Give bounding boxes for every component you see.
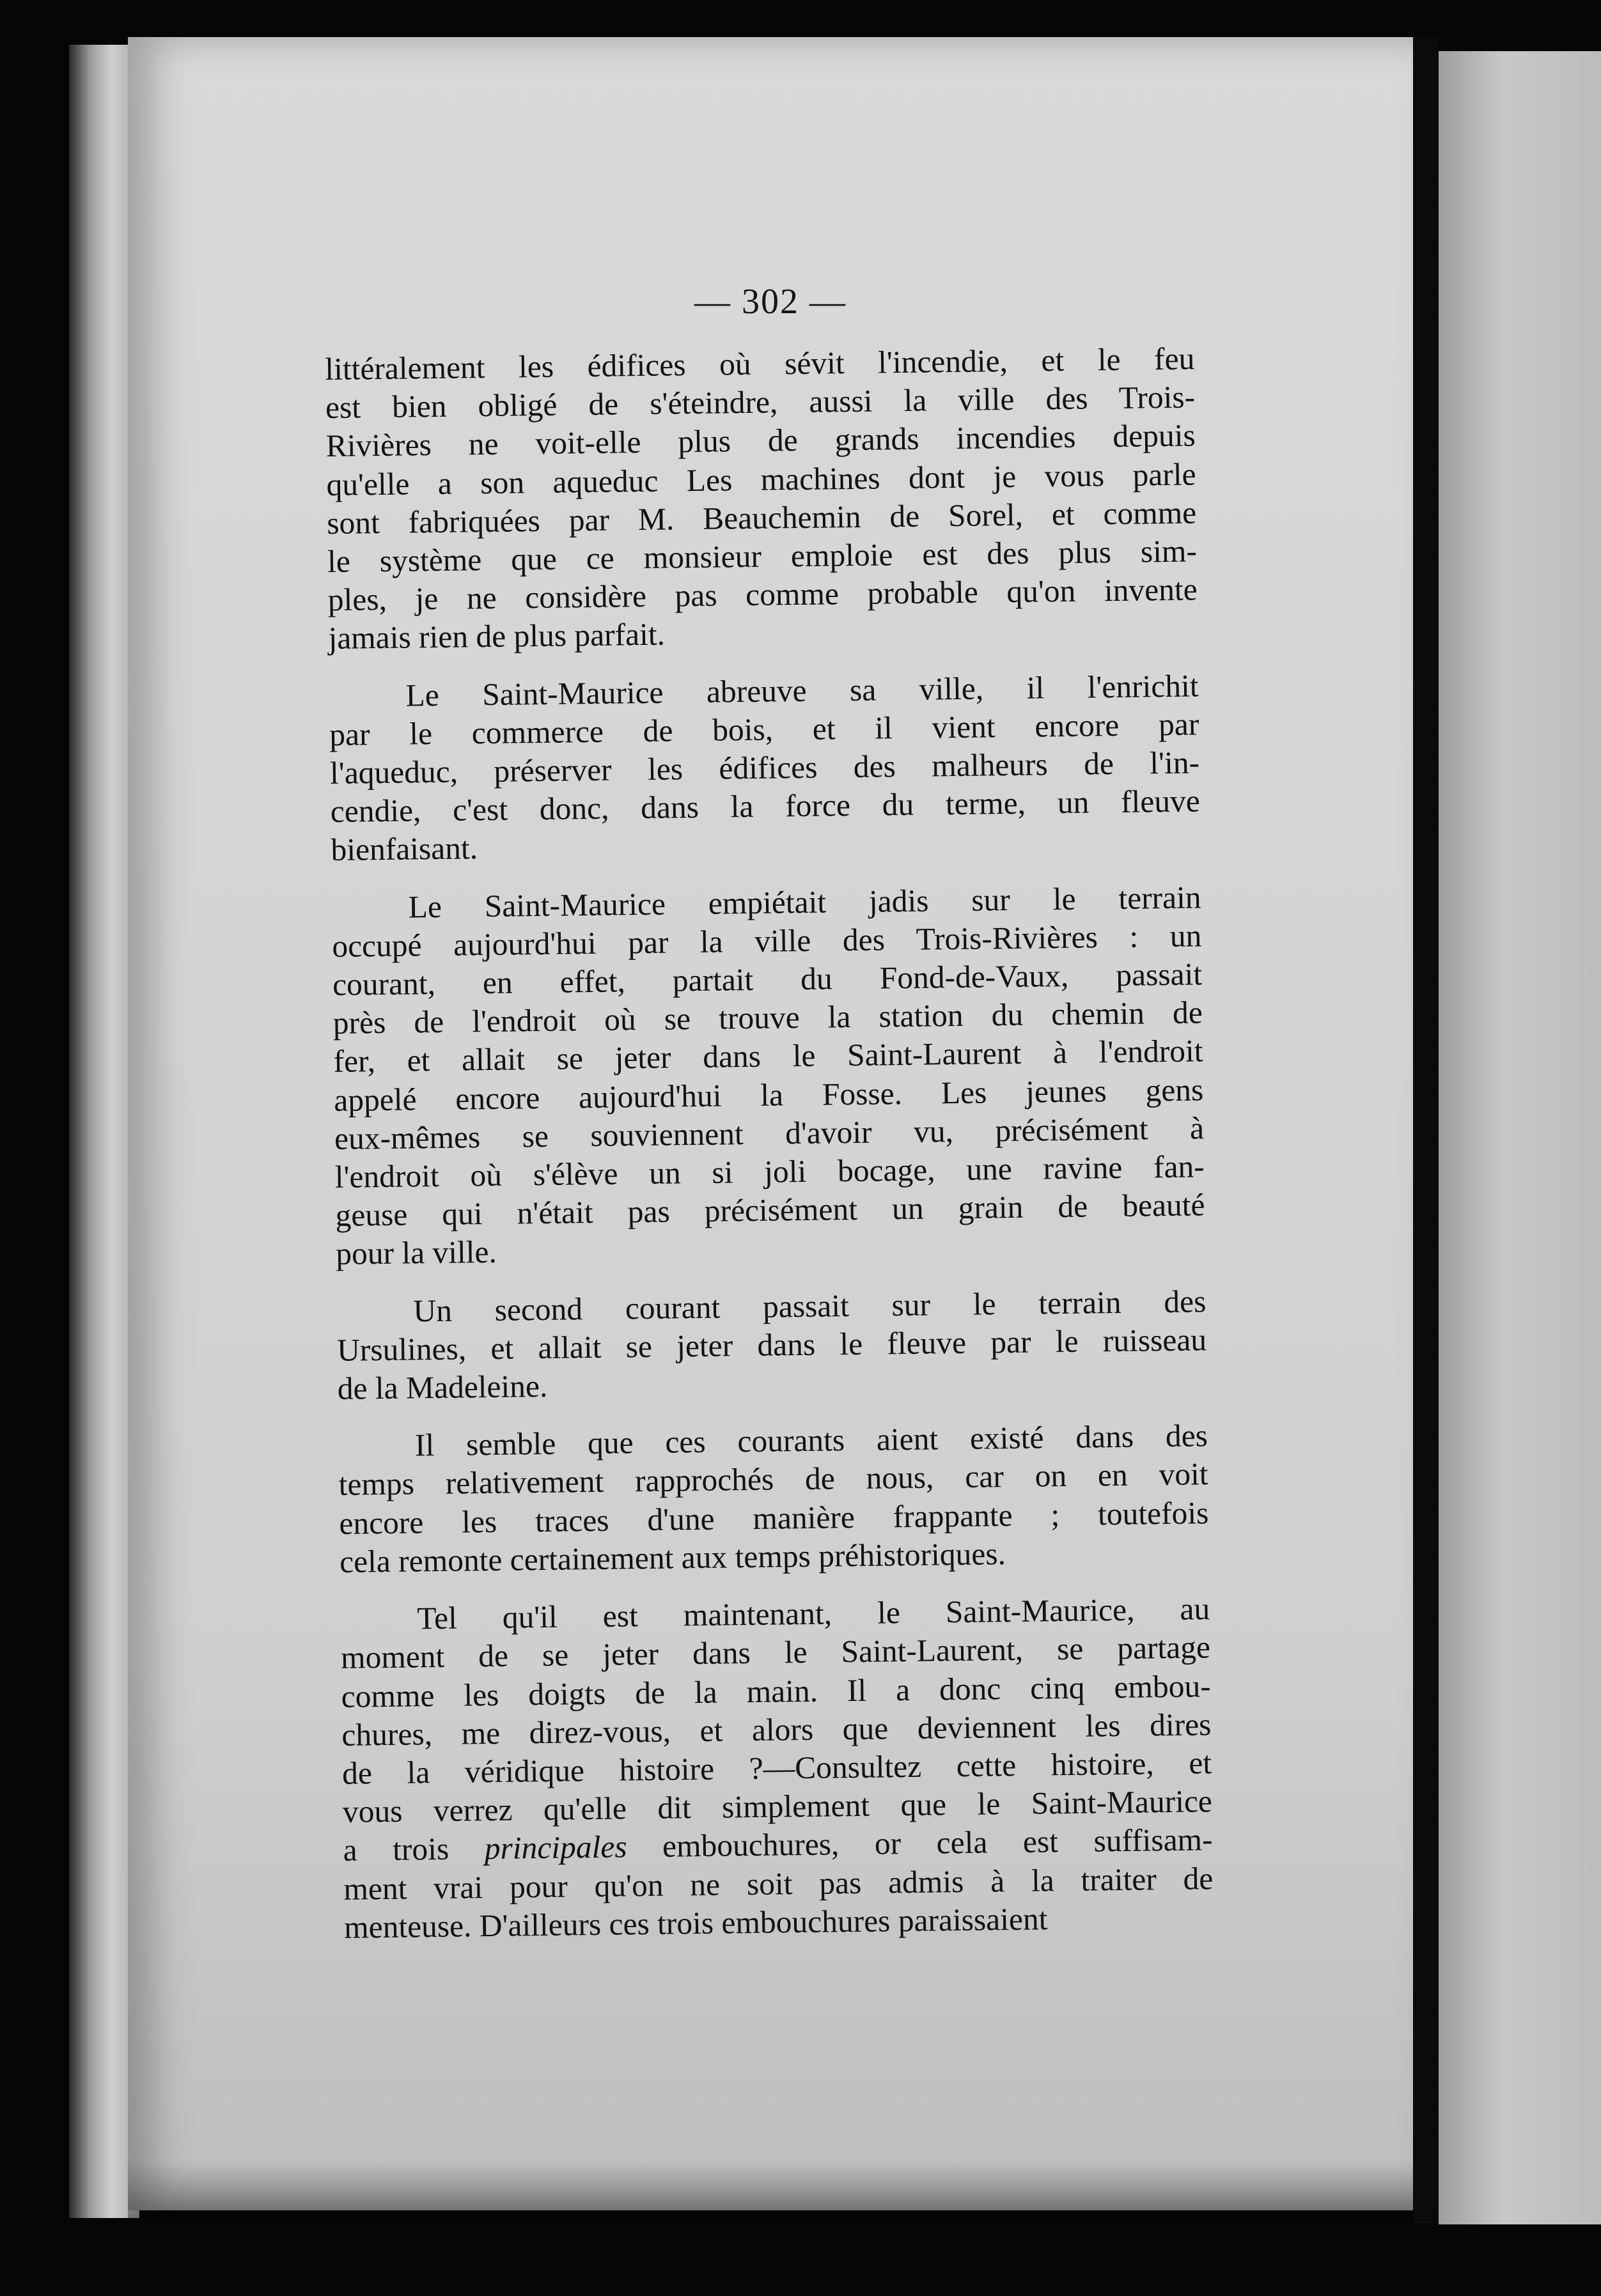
text-line: bienfaisant. xyxy=(331,830,478,868)
text-line: fer, et allait se jeter dans le Saint-Laurent à l'endroit xyxy=(333,1033,1203,1080)
text-line: près de l'endroit où se trouve la station du chemin de xyxy=(332,995,1203,1041)
text-line: de la Madeleine. xyxy=(337,1368,548,1406)
text-line: Tel qu'il est maintenant, le Saint-Maurice, au xyxy=(416,1591,1210,1636)
text-line: Il semble que ces courants aient existé dans des xyxy=(414,1418,1208,1463)
text-line: Le Saint-Maurice empiétait jadis sur le terrain xyxy=(408,879,1201,925)
paragraph xyxy=(331,878,1205,1274)
text-line: par le commerce de bois, et il vient encore par xyxy=(329,706,1199,752)
paragraph xyxy=(340,1590,1214,1946)
paragraph xyxy=(336,1282,1207,1408)
text-line: geuse qui n'était pas précisément un grain de beauté xyxy=(335,1187,1205,1234)
text-line: sont fabriquées par M. Beauchemin de Sorel, et comme xyxy=(326,495,1197,541)
italic-emphasis: principales xyxy=(484,1829,627,1866)
text-line: courant, en effet, partait du Fond-de-Vaux, passait xyxy=(332,956,1203,1002)
text-line: cendie, c'est donc, dans la force du terme, un fleuve xyxy=(330,783,1201,830)
text-line: ples, je ne considère pas comme probable qu'on invente xyxy=(327,571,1198,618)
text-line: occupé aujourd'hui par la ville des Trois-Rivières : un xyxy=(332,918,1202,964)
text-line: Ursulines, et allait se jeter dans le fleuve par le ruisseau xyxy=(336,1322,1207,1368)
text-line: Rivières ne voit-elle plus de grands incendies depuis xyxy=(325,417,1196,464)
facing-page-edge xyxy=(1439,51,1601,2224)
text-line: cela remonte certainement aux temps préhistoriques. xyxy=(339,1536,1006,1579)
book-gutter xyxy=(1413,37,1439,2223)
text-line: littéralement les édifices où sévit l'incendie, et le feu xyxy=(325,341,1195,387)
text-line: comme les doigts de la main. Il a donc cinq embou- xyxy=(341,1668,1211,1714)
text-line: eux-mêmes se souviennent d'avoir vu, précisément à xyxy=(334,1110,1205,1156)
body-text xyxy=(325,339,1214,1966)
paragraph xyxy=(329,667,1201,870)
text-line: jamais rien de plus parfait. xyxy=(328,616,666,656)
text-line: moment de se jeter dans le Saint-Laurent, se partage xyxy=(340,1629,1211,1676)
paragraph xyxy=(325,339,1198,658)
text-line: Le Saint-Maurice abreuve sa ville, il l'enrichit xyxy=(405,667,1199,713)
text-line: l'aqueduc, préserver les édifices des malheurs de l'in- xyxy=(329,745,1200,791)
text-line: l'endroit où s'élève un si joli bocage, une ravine fan- xyxy=(334,1149,1205,1195)
page-number: — 302 — xyxy=(694,282,847,322)
paragraph xyxy=(338,1417,1210,1581)
text-line: temps relativement rapprochés de nous, car on en voit xyxy=(338,1456,1208,1503)
text-line: qu'elle a son aqueduc Les machines dont je vous parle xyxy=(326,456,1196,502)
text-line: de la véridique histoire ?—Consultez cette histoire, et xyxy=(341,1745,1212,1791)
text-line: menteuse. D'ailleurs ces trois embouchures paraissaient xyxy=(343,1901,1048,1945)
text-line: appelé encore aujourd'hui la Fosse. Les jeunes gens xyxy=(333,1071,1204,1118)
text-line: vous verrez qu'elle dit simplement que le Saint-Maurice xyxy=(342,1783,1213,1829)
text-line: le système que ce monsieur emploie est des plus sim- xyxy=(327,533,1198,579)
text-line: a trois principales embouchures, or cela est suffisam- xyxy=(343,1822,1213,1868)
text-line: pour la ville. xyxy=(335,1234,497,1272)
page-bottom-shadow xyxy=(128,2160,1413,2218)
text-line: est bien obligé de s'éteindre, aussi la ville des Trois- xyxy=(325,379,1196,426)
text-line: chures, me direz-vous, et alors que deviennent les dires xyxy=(341,1706,1212,1753)
text-line: encore les traces d'une manière frappante ; toutefois xyxy=(339,1494,1209,1541)
text-line: ment vrai pour qu'on ne soit pas admis à la traiter de xyxy=(343,1860,1214,1907)
text-line: Un second courant passait sur le terrain des xyxy=(413,1283,1207,1329)
